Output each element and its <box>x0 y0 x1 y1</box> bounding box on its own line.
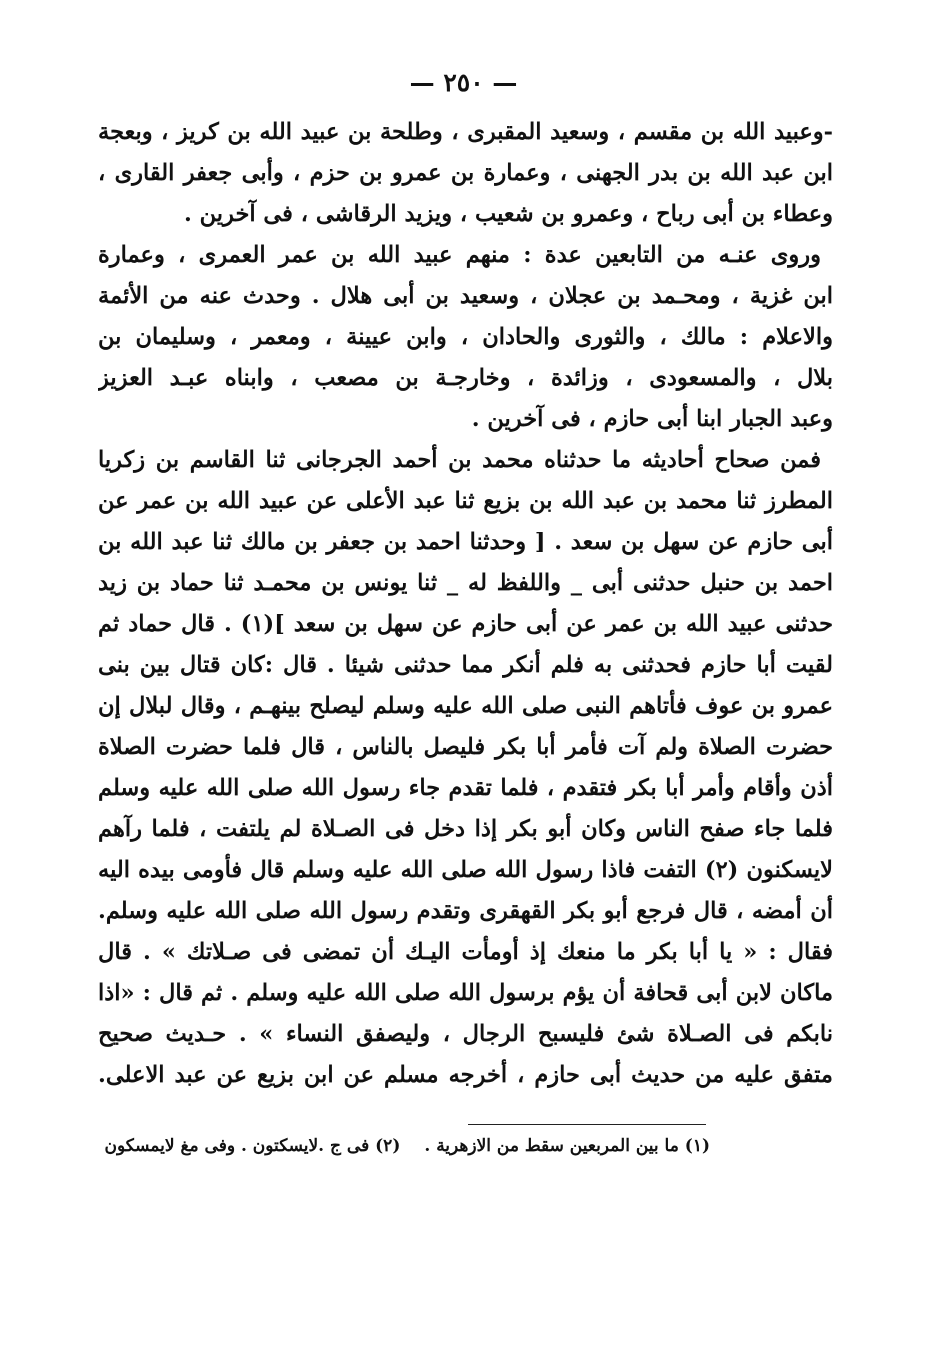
text-line: أن أمضه ، قال فرجع أبو بكر القهقرى وتقدم رسول الله صلى الله عليه وسلم. <box>98 898 833 924</box>
text-line: ماكان لابن أبى قحافة أن يؤم برسول الله صلى الله عليه وسلم . ثم قال : «اذا <box>98 980 833 1006</box>
footnote-2: (٢) فى ج .لايسكتون . وفى مغ لايمسكون <box>104 1136 401 1156</box>
page-number: — ٢٥٠ — <box>409 68 518 97</box>
text-line: احمد بن حنبل حدثنى أبى _ واللفظ له _ ثنا يونس بن محمـد ثنا حماد بن زيد <box>98 570 833 596</box>
text-line: وعبد الجبار ابنا أبى حازم ، فى آخرين . <box>471 406 833 432</box>
text-line: لقيت أبا حازم فحدثنى به فلم أنكر مما حدثنى شيئا . قال :كان قتال بين بنى <box>98 652 833 678</box>
text-line: المطرز ثنا محمد بن عبد الله بن بزيع ثنا عبد الأعلى عن عبيد الله بن عمر عن <box>98 488 833 514</box>
footnote-1: (١) ما بين المربعين سقط من الازهرية . <box>424 1136 710 1156</box>
text-line: نابكم فى الصـلاة شئ فليسبح الرجال ، وليصفق النساء » . حـديث صحيح <box>98 1021 833 1047</box>
text-line: حدثنى عبيد الله بن عمر عن أبى حازم عن سهل بن سعد ](١) . قال حماد ثم <box>98 611 833 637</box>
text-line: ابن عبد الله بن بدر الجهنى ، وعمارة بن عمرو بن حزم ، وأبى جعفر القارى ، <box>98 160 833 186</box>
body-text <box>98 112 833 1096</box>
text-line: ابن غزية ، ومحـمد بن عجلان ، وسعيد بن أبى هلال . وحدث عنه من الأئمة <box>98 283 833 309</box>
text-line: أذن وأقام وأمر أبا بكر فتقدم ، فلما تقدم جاء رسول الله صلى الله عليه وسلم <box>98 775 833 801</box>
text-line: وعطاء بن أبى رباح ، وعمرو بن شعيب ، ويزيد الرقاشى ، فى آخرين . <box>183 201 833 227</box>
text-line: فمن صحاح أحاديثه ما حدثناه محمد بن أحمد الجرجانى ثنا القاسم بن زكريا <box>98 447 821 473</box>
text-line: أبى حازم عن سهل بن سعد . [ وحدثنا احمد بن جعفر بن مالك ثنا عبد الله بن <box>98 529 833 555</box>
text-line: والاعلام : مالك ، والثورى والحادان ، وابن عيينة ، ومعمر ، وسليمان بن <box>98 324 833 350</box>
text-line: حضرت الصلاة ولم آت فأمر أبا بكر فليصل بالناس ، قال فلما حضرت الصلاة <box>98 734 833 760</box>
footnote-divider <box>468 1124 706 1125</box>
text-line: متفق عليه من حديث أبى حازم ، أخرجه مسلم عن ابن بزيع عن عبد الاعلى. <box>98 1062 833 1088</box>
text-line: -وعبيد الله بن مقسم ، وسعيد المقبرى ، وطلحة بن عبيد الله بن كريز ، وبعجة <box>98 119 833 145</box>
text-line: فلما جاء صفح الناس وكان أبو بكر إذا دخل فى الصـلاة لم يلتفت ، فلما رآهم <box>98 816 833 842</box>
text-line: بلال ، والمسعودى ، وزائدة ، وخارجـة بن مصعب ، وابناه عبـد العزيز <box>98 365 833 391</box>
text-line: فقال : « يا أبا بكر ما منعك إذ أومأت اليـك أن تمضى فى صـلاتك » . قال <box>98 939 833 965</box>
text-line: وروى عنـه من التابعين عدة : منهم عبيد الله بن عمر العمرى ، وعمارة <box>98 242 821 268</box>
text-line: عمرو بن عوف فأتاهم النبى صلى الله عليه وسلم ليصلح بينهـم ، وقال لبلال إن <box>98 693 833 719</box>
text-line: لايسكنون (٢) التفت فاذا رسول الله صلى الله عليه وسلم قال فأومى بيده اليه <box>98 857 833 883</box>
footnotes <box>98 1128 710 1164</box>
